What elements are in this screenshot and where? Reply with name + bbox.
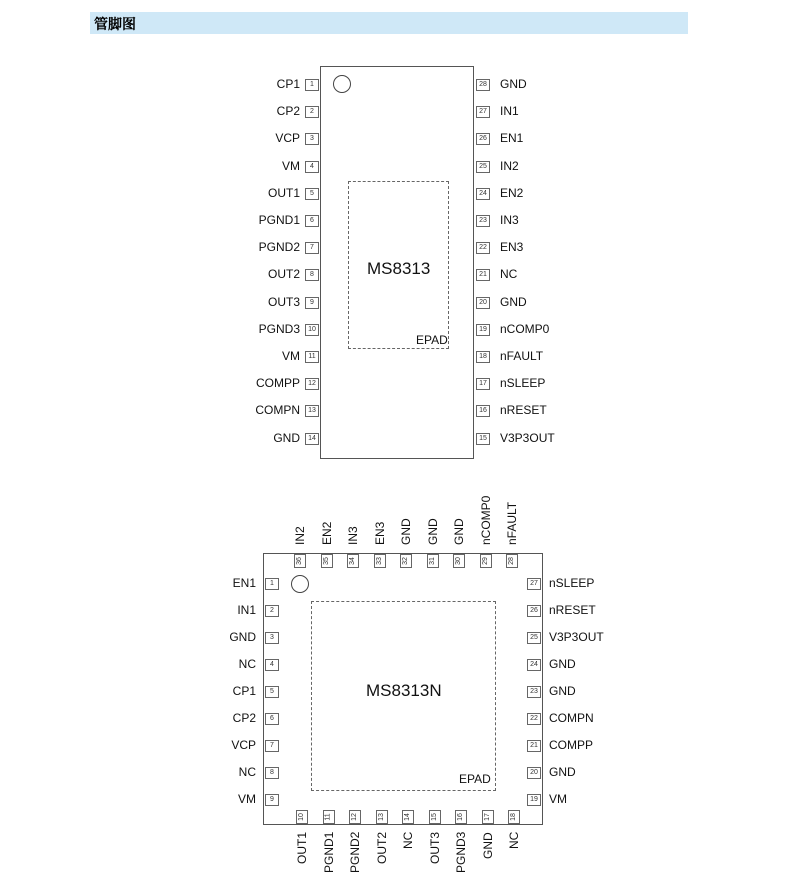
pin-label: VCP	[275, 131, 300, 146]
pin-number: 7	[265, 740, 279, 752]
pin-number: 17	[476, 378, 490, 390]
pin-label: NC	[238, 765, 256, 779]
pin-number: 2	[305, 106, 319, 118]
pin-number: 4	[305, 161, 319, 173]
pin-number: 23	[476, 215, 490, 227]
pin-number: 6	[305, 215, 319, 227]
pin-number-text: 32	[401, 557, 409, 565]
pin-label: GND	[500, 77, 527, 91]
pin-number: 24	[476, 188, 490, 200]
pin-label: EN1	[232, 576, 256, 590]
pin-number: 5	[265, 686, 279, 698]
pin-number: 3	[265, 632, 279, 644]
pin-label: PGND3	[258, 321, 300, 336]
pin-label: VM	[282, 158, 300, 173]
pin-number: 2	[265, 605, 279, 617]
pin-label: nFAULT	[505, 501, 519, 545]
pin-number-text: 11	[324, 813, 332, 821]
pin-number-text: 29	[481, 557, 489, 565]
pin-label: COMPP	[255, 376, 300, 391]
pin-label: GND	[273, 430, 300, 445]
pin-number: 1	[305, 79, 319, 91]
pin-label: IN1	[500, 104, 519, 119]
pin-number: 6	[265, 713, 279, 725]
pin-label: GND	[500, 294, 527, 309]
pin-label: GND	[399, 518, 413, 545]
pin-label: EN2	[500, 185, 524, 200]
pin-number: 3	[305, 133, 319, 145]
pin-number-text: 15	[430, 813, 438, 821]
pin-label: PGND1	[321, 831, 336, 873]
pin-label: OUT2	[374, 831, 389, 864]
pin-label: GND	[480, 832, 495, 859]
pin-number	[374, 554, 386, 568]
pin-label: COMPP	[549, 738, 594, 752]
pin-number: 7	[305, 242, 319, 254]
pin-number: 24	[527, 659, 541, 671]
pin-number	[506, 554, 518, 568]
pin-label: COMPN	[549, 711, 594, 725]
pin-label: CP2	[232, 711, 256, 725]
pin1-indicator-circle	[291, 575, 309, 593]
pin-label: COMPN	[255, 403, 300, 418]
pin-number: 27	[476, 106, 490, 118]
pin-number-text: 31	[428, 557, 436, 565]
pin-number: 9	[265, 794, 279, 806]
pin-number	[376, 810, 388, 824]
section-header	[90, 12, 688, 34]
pin-number: 18	[476, 351, 490, 363]
pin-label: GND	[425, 518, 440, 545]
pin-number: 19	[476, 324, 490, 336]
pin-number: 13	[305, 405, 319, 417]
pin-label: VM	[282, 349, 300, 363]
pin-number: 25	[527, 632, 541, 644]
pin-label: EN3	[500, 240, 524, 255]
pin-label: nCOMP0	[478, 495, 493, 545]
pin-number-text: 14	[403, 813, 411, 821]
pin-label: nCOMP0	[500, 321, 550, 336]
pin-label: NC	[500, 267, 518, 282]
pin-number: 16	[476, 405, 490, 417]
pin-number: 25	[476, 161, 490, 173]
pin-label: OUT3	[427, 831, 442, 864]
pin-label: NC	[401, 831, 415, 849]
pin-number: 8	[265, 767, 279, 779]
pin-label: nSLEEP	[500, 376, 546, 391]
pin-number: 5	[305, 188, 319, 200]
pin-label: NC	[238, 657, 256, 671]
pin-number: 14	[305, 433, 319, 445]
chip2-name: MS8313N	[366, 681, 442, 700]
pin-label: GND	[549, 657, 576, 671]
pin-number	[453, 554, 465, 568]
pin-label: GND	[452, 518, 466, 545]
pin-number	[294, 554, 306, 568]
pin-number: 22	[527, 713, 541, 725]
pin-number: 21	[476, 269, 490, 281]
pin-number: 28	[476, 79, 490, 91]
pin-number-text: 33	[375, 557, 383, 565]
pin-number	[427, 554, 439, 568]
pin-label: NC	[507, 831, 521, 849]
pin-number-text: 16	[456, 813, 464, 821]
pin-number: 11	[305, 351, 319, 363]
section-title: 管脚图	[94, 17, 136, 33]
pin-number: 8	[305, 269, 319, 281]
pin-number	[400, 554, 412, 568]
pin-number	[508, 810, 520, 824]
pin-number: 4	[265, 659, 279, 671]
pin-number: 10	[305, 324, 319, 336]
pin-number	[296, 810, 308, 824]
pin-label: IN2	[500, 158, 519, 173]
pin-label: PGND2	[258, 240, 300, 255]
chip1-epad-label: EPAD	[416, 333, 448, 347]
pin-number-text: 34	[348, 557, 356, 565]
pin-number-text: 28	[507, 557, 515, 565]
pin-label: GND	[229, 630, 256, 644]
pin-label: PGND1	[258, 213, 300, 227]
pin-number-text: 10	[297, 813, 305, 821]
pin-number	[349, 810, 361, 824]
pin-label: IN3	[500, 213, 519, 227]
pin-label: nFAULT	[500, 349, 544, 363]
pin-number	[321, 554, 333, 568]
pin-number-text: 30	[454, 557, 462, 565]
pin-label: nRESET	[549, 603, 596, 617]
pin-number: 9	[305, 297, 319, 309]
pin-number: 26	[476, 133, 490, 145]
pin-label: PGND2	[348, 831, 362, 873]
chip1-name: MS8313	[367, 259, 431, 278]
pin-label: GND	[549, 765, 576, 779]
pin-number	[455, 810, 467, 824]
pin-number: 15	[476, 433, 490, 445]
pin-number	[429, 810, 441, 824]
pin-label: VCP	[231, 738, 256, 752]
pin-number-text: 17	[483, 813, 491, 821]
pin-number: 26	[527, 605, 541, 617]
pin-number: 23	[527, 686, 541, 698]
pin1-indicator-circle	[333, 75, 351, 93]
pin-label: OUT2	[267, 267, 300, 282]
pin-label: IN2	[293, 526, 307, 545]
pin-number-text: 36	[295, 557, 303, 565]
pin-number: 19	[527, 794, 541, 806]
pin-label: CP1	[276, 77, 300, 91]
pin-number: 20	[527, 767, 541, 779]
pin-label: EN3	[372, 521, 387, 545]
chip2-epad-label: EPAD	[459, 772, 491, 786]
pin-number-text: 13	[377, 813, 385, 821]
pin-label: GND	[549, 684, 576, 698]
pin-number	[482, 810, 494, 824]
pin-number: 22	[476, 242, 490, 254]
pin-number	[347, 554, 359, 568]
pin-label: EN1	[500, 131, 524, 146]
pin-number: 12	[305, 378, 319, 390]
pin-label: OUT1	[295, 831, 309, 864]
pin-label: OUT1	[267, 185, 300, 200]
pin-number: 27	[527, 578, 541, 590]
pin-label: CP2	[276, 104, 300, 119]
pin-number: 20	[476, 297, 490, 309]
pin-number	[323, 810, 335, 824]
pin-label: IN1	[237, 603, 256, 617]
pin-label: OUT3	[267, 294, 300, 309]
pin-label: nRESET	[500, 403, 547, 418]
pin-label: nSLEEP	[549, 576, 595, 590]
pin-number: 1	[265, 578, 279, 590]
pin-number-text: 12	[350, 813, 358, 821]
pin-label: CP1	[232, 684, 256, 698]
pin-label: VM	[238, 792, 256, 806]
pin-number-text: 18	[509, 813, 517, 821]
pin-label: PGND3	[454, 831, 468, 873]
pin-label: V3P3OUT	[549, 630, 604, 644]
pin-number-text: 35	[322, 557, 330, 565]
pin-number	[480, 554, 492, 568]
pin-label: IN3	[346, 526, 360, 545]
pin-label: EN2	[319, 521, 334, 545]
pin-label: V3P3OUT	[500, 430, 555, 445]
pin-number	[402, 810, 414, 824]
pin-label: VM	[549, 792, 567, 806]
pin-number: 21	[527, 740, 541, 752]
